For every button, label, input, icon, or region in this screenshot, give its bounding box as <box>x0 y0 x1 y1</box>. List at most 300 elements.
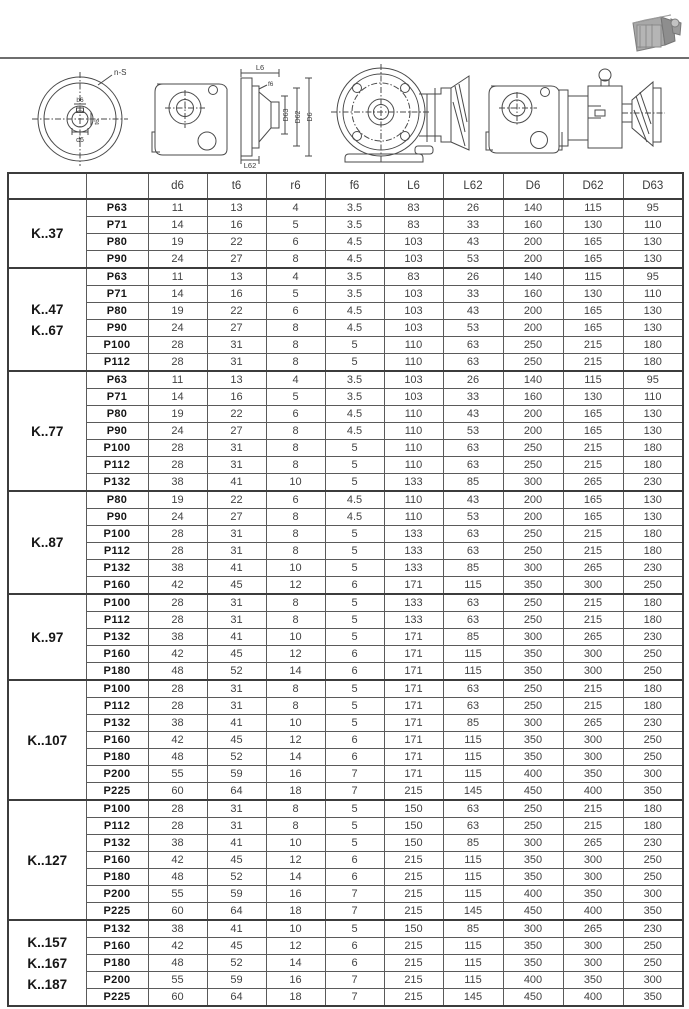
value-cell: 63 <box>443 440 503 457</box>
motor-size-cell: P100 <box>86 680 148 698</box>
drawing-side-view-dimensions <box>147 62 315 168</box>
column-header: f6 <box>325 173 384 199</box>
value-cell: 10 <box>266 560 325 577</box>
value-cell: 8 <box>266 457 325 474</box>
motor-size-cell: P160 <box>86 646 148 663</box>
value-cell: 7 <box>325 972 384 989</box>
value-cell: 215 <box>563 680 623 698</box>
value-cell: 200 <box>503 303 563 320</box>
value-cell: 83 <box>384 268 443 286</box>
value-cell: 31 <box>207 337 266 354</box>
value-cell: 130 <box>563 389 623 406</box>
value-cell: 115 <box>563 371 623 389</box>
value-cell: 215 <box>563 543 623 560</box>
table-row <box>8 543 683 560</box>
value-cell: 31 <box>207 612 266 629</box>
value-cell: 19 <box>148 491 207 509</box>
value-cell: 130 <box>563 286 623 303</box>
value-cell: 55 <box>148 972 207 989</box>
value-cell: 31 <box>207 680 266 698</box>
value-cell: 115 <box>563 199 623 217</box>
value-cell: 24 <box>148 251 207 269</box>
value-cell: 350 <box>503 663 563 681</box>
value-cell: 27 <box>207 320 266 337</box>
value-cell: 95 <box>623 371 683 389</box>
value-cell: 400 <box>503 972 563 989</box>
value-cell: 8 <box>266 251 325 269</box>
value-cell: 5 <box>325 526 384 543</box>
value-cell: 48 <box>148 869 207 886</box>
value-cell: 11 <box>148 371 207 389</box>
value-cell: 64 <box>207 989 266 1007</box>
value-cell: 265 <box>563 560 623 577</box>
value-cell: 230 <box>623 560 683 577</box>
table-row <box>8 286 683 303</box>
table-row <box>8 955 683 972</box>
value-cell: 63 <box>443 680 503 698</box>
value-cell: 145 <box>443 989 503 1007</box>
value-cell: 110 <box>384 509 443 526</box>
value-cell: 265 <box>563 835 623 852</box>
value-cell: 115 <box>443 886 503 903</box>
motor-size-cell: P112 <box>86 698 148 715</box>
value-cell: 28 <box>148 594 207 612</box>
value-cell: 130 <box>623 251 683 269</box>
table-row <box>8 457 683 474</box>
value-cell: 300 <box>563 732 623 749</box>
value-cell: 115 <box>443 955 503 972</box>
value-cell: 63 <box>443 526 503 543</box>
value-cell: 45 <box>207 646 266 663</box>
table-row <box>8 509 683 526</box>
motor-size-cell: P160 <box>86 938 148 955</box>
table-row <box>8 491 683 509</box>
value-cell: 171 <box>384 749 443 766</box>
dim-label-b6: b6 <box>76 97 84 104</box>
value-cell: 24 <box>148 320 207 337</box>
value-cell: 43 <box>443 303 503 320</box>
series-label: K..107 <box>8 680 86 800</box>
table-row <box>8 560 683 577</box>
value-cell: 110 <box>623 217 683 234</box>
motor-size-cell: P180 <box>86 663 148 681</box>
value-cell: 300 <box>623 886 683 903</box>
value-cell: 200 <box>503 509 563 526</box>
value-cell: 31 <box>207 800 266 818</box>
value-cell: 4 <box>266 268 325 286</box>
value-cell: 110 <box>384 440 443 457</box>
horizontal-rule <box>0 57 689 59</box>
motor-size-cell: P200 <box>86 972 148 989</box>
value-cell: 130 <box>623 509 683 526</box>
value-cell: 18 <box>266 903 325 921</box>
value-cell: 140 <box>503 268 563 286</box>
table-header <box>8 173 683 199</box>
table-row <box>8 251 683 269</box>
column-header: t6 <box>207 173 266 199</box>
drawing-flange-front-view <box>319 62 479 168</box>
value-cell: 22 <box>207 406 266 423</box>
value-cell: 165 <box>563 491 623 509</box>
value-cell: 13 <box>207 199 266 217</box>
value-cell: 160 <box>503 286 563 303</box>
value-cell: 150 <box>384 818 443 835</box>
value-cell: 200 <box>503 320 563 337</box>
motor-size-cell: P225 <box>86 989 148 1007</box>
value-cell: 6 <box>325 938 384 955</box>
column-header: D62 <box>563 173 623 199</box>
value-cell: 180 <box>623 818 683 835</box>
value-cell: 12 <box>266 938 325 955</box>
value-cell: 52 <box>207 955 266 972</box>
table-row <box>8 389 683 406</box>
value-cell: 150 <box>384 920 443 938</box>
value-cell: 165 <box>563 320 623 337</box>
motor-size-cell: P132 <box>86 560 148 577</box>
value-cell: 215 <box>384 989 443 1007</box>
value-cell: 63 <box>443 457 503 474</box>
value-cell: 250 <box>503 457 563 474</box>
value-cell: 63 <box>443 594 503 612</box>
value-cell: 200 <box>503 491 563 509</box>
value-cell: 60 <box>148 783 207 801</box>
value-cell: 450 <box>503 903 563 921</box>
table-row <box>8 440 683 457</box>
motor-size-cell: P80 <box>86 491 148 509</box>
table-row <box>8 423 683 440</box>
value-cell: 16 <box>207 389 266 406</box>
value-cell: 31 <box>207 698 266 715</box>
value-cell: 133 <box>384 594 443 612</box>
value-cell: 140 <box>503 199 563 217</box>
value-cell: 215 <box>563 698 623 715</box>
motor-size-cell: P200 <box>86 886 148 903</box>
motor-size-cell: P112 <box>86 543 148 560</box>
value-cell: 6 <box>325 852 384 869</box>
value-cell: 215 <box>563 612 623 629</box>
value-cell: 350 <box>503 646 563 663</box>
value-cell: 28 <box>148 440 207 457</box>
value-cell: 230 <box>623 474 683 492</box>
value-cell: 400 <box>563 989 623 1007</box>
motor-size-cell: P132 <box>86 835 148 852</box>
motor-size-cell: P90 <box>86 251 148 269</box>
value-cell: 350 <box>503 852 563 869</box>
value-cell: 12 <box>266 732 325 749</box>
value-cell: 10 <box>266 474 325 492</box>
value-cell: 33 <box>443 286 503 303</box>
value-cell: 8 <box>266 543 325 560</box>
drawing-shaft-end-view <box>28 62 143 168</box>
value-cell: 140 <box>503 371 563 389</box>
value-cell: 350 <box>503 732 563 749</box>
value-cell: 85 <box>443 715 503 732</box>
motor-size-cell: P71 <box>86 389 148 406</box>
value-cell: 350 <box>503 938 563 955</box>
value-cell: 7 <box>325 989 384 1007</box>
table-row <box>8 972 683 989</box>
value-cell: 110 <box>623 389 683 406</box>
value-cell: 11 <box>148 268 207 286</box>
series-label: K..37 <box>8 199 86 268</box>
column-header: L6 <box>384 173 443 199</box>
value-cell: 14 <box>266 869 325 886</box>
value-cell: 16 <box>207 217 266 234</box>
value-cell: 250 <box>623 955 683 972</box>
value-cell: 63 <box>443 818 503 835</box>
value-cell: 12 <box>266 577 325 595</box>
value-cell: 103 <box>384 303 443 320</box>
dim-label-f6: f6 <box>268 81 274 88</box>
motor-size-cell: P132 <box>86 715 148 732</box>
value-cell: 180 <box>623 698 683 715</box>
value-cell: 28 <box>148 543 207 560</box>
motor-size-cell: P112 <box>86 612 148 629</box>
value-cell: 300 <box>563 749 623 766</box>
value-cell: 250 <box>503 800 563 818</box>
value-cell: 300 <box>503 835 563 852</box>
value-cell: 300 <box>503 560 563 577</box>
value-cell: 14 <box>266 955 325 972</box>
value-cell: 103 <box>384 234 443 251</box>
value-cell: 7 <box>325 886 384 903</box>
value-cell: 400 <box>503 886 563 903</box>
value-cell: 5 <box>325 354 384 372</box>
table-row <box>8 698 683 715</box>
value-cell: 300 <box>563 955 623 972</box>
table-row <box>8 818 683 835</box>
value-cell: 171 <box>384 715 443 732</box>
value-cell: 13 <box>207 268 266 286</box>
value-cell: 400 <box>503 766 563 783</box>
value-cell: 63 <box>443 612 503 629</box>
table-row <box>8 199 683 217</box>
motor-size-cell: P160 <box>86 852 148 869</box>
motor-size-cell: P90 <box>86 423 148 440</box>
value-cell: 31 <box>207 594 266 612</box>
value-cell: 250 <box>503 526 563 543</box>
value-cell: 110 <box>384 406 443 423</box>
value-cell: 3.5 <box>325 217 384 234</box>
value-cell: 4.5 <box>325 251 384 269</box>
value-cell: 43 <box>443 491 503 509</box>
value-cell: 165 <box>563 406 623 423</box>
value-cell: 53 <box>443 423 503 440</box>
value-cell: 5 <box>325 800 384 818</box>
value-cell: 215 <box>563 594 623 612</box>
value-cell: 230 <box>623 920 683 938</box>
value-cell: 41 <box>207 835 266 852</box>
value-cell: 16 <box>266 766 325 783</box>
table-row <box>8 234 683 251</box>
value-cell: 53 <box>443 251 503 269</box>
value-cell: 180 <box>623 680 683 698</box>
dim-label-t6: t6 <box>94 119 101 125</box>
value-cell: 450 <box>503 989 563 1007</box>
value-cell: 4.5 <box>325 423 384 440</box>
value-cell: 59 <box>207 972 266 989</box>
value-cell: 42 <box>148 732 207 749</box>
value-cell: 31 <box>207 354 266 372</box>
value-cell: 3.5 <box>325 199 384 217</box>
value-cell: 6 <box>266 406 325 423</box>
value-cell: 215 <box>563 526 623 543</box>
value-cell: 5 <box>325 612 384 629</box>
motor-size-cell: P80 <box>86 234 148 251</box>
value-cell: 18 <box>266 989 325 1007</box>
value-cell: 200 <box>503 423 563 440</box>
value-cell: 5 <box>325 474 384 492</box>
series-label: K..87 <box>8 491 86 594</box>
motor-size-cell: P132 <box>86 920 148 938</box>
value-cell: 250 <box>503 612 563 629</box>
value-cell: 133 <box>384 543 443 560</box>
value-cell: 265 <box>563 474 623 492</box>
value-cell: 8 <box>266 337 325 354</box>
value-cell: 5 <box>325 457 384 474</box>
value-cell: 300 <box>623 766 683 783</box>
value-cell: 22 <box>207 303 266 320</box>
value-cell: 300 <box>563 869 623 886</box>
table-row <box>8 835 683 852</box>
value-cell: 8 <box>266 818 325 835</box>
motor-size-cell: P112 <box>86 457 148 474</box>
value-cell: 83 <box>384 199 443 217</box>
motor-size-cell: P80 <box>86 406 148 423</box>
value-cell: 115 <box>443 938 503 955</box>
value-cell: 43 <box>443 406 503 423</box>
dim-label-L62: L62 <box>243 161 257 168</box>
value-cell: 8 <box>266 612 325 629</box>
dimension-table <box>7 172 684 1007</box>
motor-size-cell: P63 <box>86 199 148 217</box>
value-cell: 215 <box>384 886 443 903</box>
value-cell: 215 <box>384 972 443 989</box>
value-cell: 4.5 <box>325 320 384 337</box>
value-cell: 5 <box>266 286 325 303</box>
value-cell: 230 <box>623 835 683 852</box>
value-cell: 215 <box>563 337 623 354</box>
motor-size-cell: P180 <box>86 869 148 886</box>
dim-label-D6: D6 <box>307 112 314 122</box>
table-row <box>8 938 683 955</box>
value-cell: 31 <box>207 818 266 835</box>
column-header: r6 <box>266 173 325 199</box>
value-cell: 6 <box>325 663 384 681</box>
value-cell: 215 <box>384 903 443 921</box>
value-cell: 63 <box>443 800 503 818</box>
value-cell: 85 <box>443 920 503 938</box>
value-cell: 3.5 <box>325 371 384 389</box>
value-cell: 85 <box>443 629 503 646</box>
value-cell: 45 <box>207 852 266 869</box>
value-cell: 350 <box>503 869 563 886</box>
motor-size-cell: P90 <box>86 509 148 526</box>
table-row <box>8 920 683 938</box>
table-row <box>8 612 683 629</box>
value-cell: 28 <box>148 612 207 629</box>
table-row <box>8 852 683 869</box>
value-cell: 43 <box>443 234 503 251</box>
value-cell: 250 <box>623 938 683 955</box>
value-cell: 38 <box>148 629 207 646</box>
value-cell: 215 <box>384 955 443 972</box>
value-cell: 14 <box>266 749 325 766</box>
value-cell: 38 <box>148 715 207 732</box>
value-cell: 300 <box>503 474 563 492</box>
value-cell: 63 <box>443 543 503 560</box>
value-cell: 28 <box>148 680 207 698</box>
value-cell: 7 <box>325 783 384 801</box>
table-row <box>8 749 683 766</box>
table-row <box>8 577 683 595</box>
value-cell: 300 <box>503 920 563 938</box>
dim-label-d6: d6 <box>76 137 84 144</box>
value-cell: 200 <box>503 234 563 251</box>
motor-size-cell: P100 <box>86 526 148 543</box>
value-cell: 265 <box>563 715 623 732</box>
value-cell: 6 <box>266 234 325 251</box>
value-cell: 6 <box>325 577 384 595</box>
value-cell: 180 <box>623 440 683 457</box>
value-cell: 28 <box>148 457 207 474</box>
value-cell: 10 <box>266 715 325 732</box>
value-cell: 215 <box>384 852 443 869</box>
value-cell: 28 <box>148 698 207 715</box>
value-cell: 300 <box>623 972 683 989</box>
motor-size-cell: P132 <box>86 474 148 492</box>
value-cell: 4.5 <box>325 509 384 526</box>
value-cell: 110 <box>384 457 443 474</box>
value-cell: 16 <box>266 886 325 903</box>
value-cell: 38 <box>148 560 207 577</box>
value-cell: 115 <box>443 646 503 663</box>
value-cell: 5 <box>325 835 384 852</box>
value-cell: 200 <box>503 406 563 423</box>
table-row <box>8 800 683 818</box>
value-cell: 11 <box>148 199 207 217</box>
value-cell: 14 <box>148 217 207 234</box>
table-row <box>8 406 683 423</box>
value-cell: 14 <box>148 286 207 303</box>
value-cell: 180 <box>623 594 683 612</box>
value-cell: 215 <box>563 440 623 457</box>
value-cell: 130 <box>563 217 623 234</box>
value-cell: 150 <box>384 835 443 852</box>
value-cell: 5 <box>325 543 384 560</box>
value-cell: 180 <box>623 800 683 818</box>
value-cell: 4.5 <box>325 303 384 320</box>
value-cell: 4.5 <box>325 491 384 509</box>
table-row <box>8 766 683 783</box>
value-cell: 63 <box>443 337 503 354</box>
table-row <box>8 989 683 1007</box>
value-cell: 95 <box>623 268 683 286</box>
value-cell: 10 <box>266 629 325 646</box>
series-label: K..127 <box>8 800 86 920</box>
value-cell: 8 <box>266 594 325 612</box>
value-cell: 165 <box>563 251 623 269</box>
value-cell: 42 <box>148 577 207 595</box>
column-header: d6 <box>148 173 207 199</box>
value-cell: 133 <box>384 526 443 543</box>
value-cell: 130 <box>623 234 683 251</box>
value-cell: 130 <box>623 423 683 440</box>
motor-size-cell: P160 <box>86 732 148 749</box>
value-cell: 8 <box>266 680 325 698</box>
value-cell: 24 <box>148 509 207 526</box>
value-cell: 38 <box>148 835 207 852</box>
